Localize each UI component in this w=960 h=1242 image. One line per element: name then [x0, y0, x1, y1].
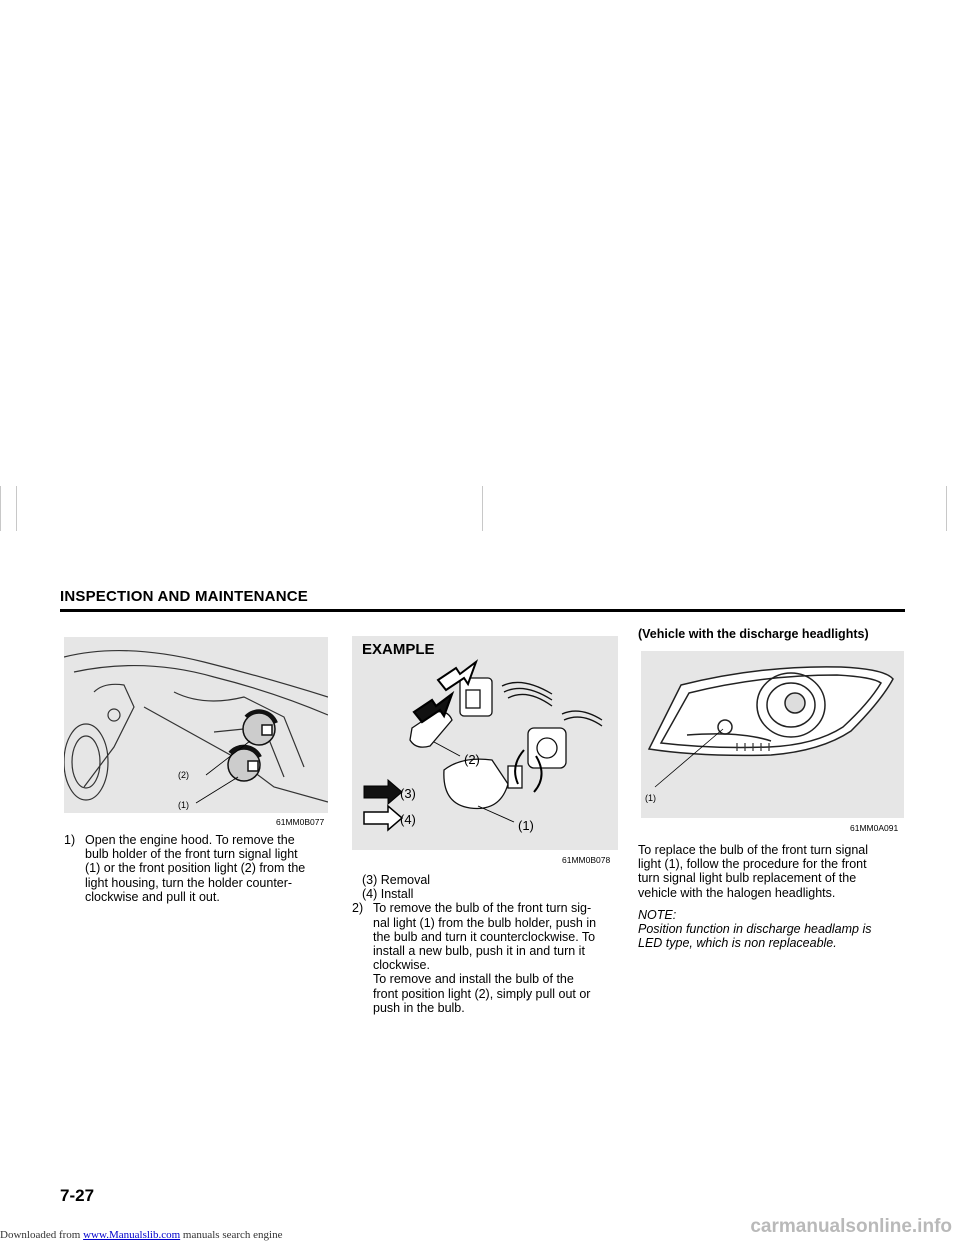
figure-bulb-example: [352, 636, 618, 850]
note-label: NOTE:: [638, 907, 677, 922]
crop-mark: [946, 486, 947, 531]
callout-1: (1): [518, 818, 534, 833]
instruction-paragraph: [638, 843, 905, 900]
step-number: 1): [64, 833, 76, 847]
step-text: [373, 901, 616, 1015]
figure-bulb-holder-location: [64, 637, 328, 813]
crop-mark: [0, 486, 1, 531]
callout-1: (1): [645, 793, 656, 803]
bulb-removal-illustration: [352, 636, 618, 850]
figure-code: 61MM0B077: [276, 817, 325, 827]
callout-2: (2): [464, 752, 480, 767]
text-line: Position function in discharge headlamp is: [638, 922, 872, 937]
text-line: install a new bulb, push it in and turn it: [373, 944, 585, 959]
text-line: clockwise and pull it out.: [85, 889, 220, 904]
text-line: To remove the bulb of the front turn sig-: [373, 901, 592, 916]
text-line: To remove and install the bulb of the: [373, 972, 574, 987]
text-line: LED type, which is non replaceable.: [638, 936, 837, 951]
figure-code: 61MM0A091: [850, 823, 899, 833]
legend-removal: (3) Removal: [362, 873, 431, 887]
text-line: vehicle with the halogen headlights.: [638, 885, 836, 900]
figure-discharge-headlight: [641, 651, 904, 818]
text-line: push in the bulb.: [373, 1000, 465, 1015]
text-line: front position light (2), simply pull out or: [373, 986, 591, 1001]
text-line: nal light (1) from the bulb holder, push in: [373, 915, 597, 930]
example-heading: EXAMPLE: [362, 641, 435, 658]
section-title: INSPECTION AND MAINTENANCE: [60, 588, 308, 605]
legend-and-step-2: [352, 873, 616, 1015]
text-line: the bulb and turn it counterclockwise. To: [373, 929, 596, 944]
crop-mark: [482, 486, 483, 531]
engine-bay-illustration: [64, 637, 328, 813]
text-line: (1) or the front position light (2) from the: [85, 861, 306, 876]
text-line: To replace the bulb of the front turn signal: [638, 843, 869, 857]
note-text: [638, 922, 905, 950]
header-rule: [60, 609, 905, 612]
headlight-illustration: [641, 651, 904, 818]
page-number: 7-27: [60, 1186, 95, 1205]
watermark: carmanualsonline.info: [750, 1216, 952, 1237]
manualslib-link[interactable]: www.Manualslib.com: [83, 1229, 181, 1241]
callout-1: (1): [178, 800, 189, 810]
callout-4: (4): [400, 812, 416, 827]
text-line: turn signal light bulb replacement of the: [638, 871, 857, 886]
callout-3: (3): [400, 786, 416, 801]
step-number: 2): [352, 901, 364, 916]
text-line: light housing, turn the holder counter-: [85, 875, 293, 890]
discharge-instructions: [638, 843, 905, 950]
footer-prefix: Downloaded from: [0, 1229, 84, 1241]
crop-mark: [16, 486, 17, 531]
step-text: [85, 833, 326, 904]
step-1: [64, 833, 326, 904]
footer-suffix: manuals search engine: [180, 1229, 283, 1241]
subheading: (Vehicle with the discharge headlights): [638, 627, 869, 641]
step-2: [352, 901, 616, 1015]
text-line: bulb holder of the front turn signal light: [85, 847, 298, 862]
figure-code: 61MM0B078: [562, 855, 611, 865]
text-line: Open the engine hood. To remove the: [85, 833, 295, 847]
text-line: clockwise.: [373, 958, 430, 973]
download-footer: [0, 1229, 282, 1241]
callout-2: (2): [178, 770, 189, 780]
legend-install: (4) Install: [362, 887, 414, 902]
text-line: light (1), follow the procedure for the front: [638, 857, 867, 872]
